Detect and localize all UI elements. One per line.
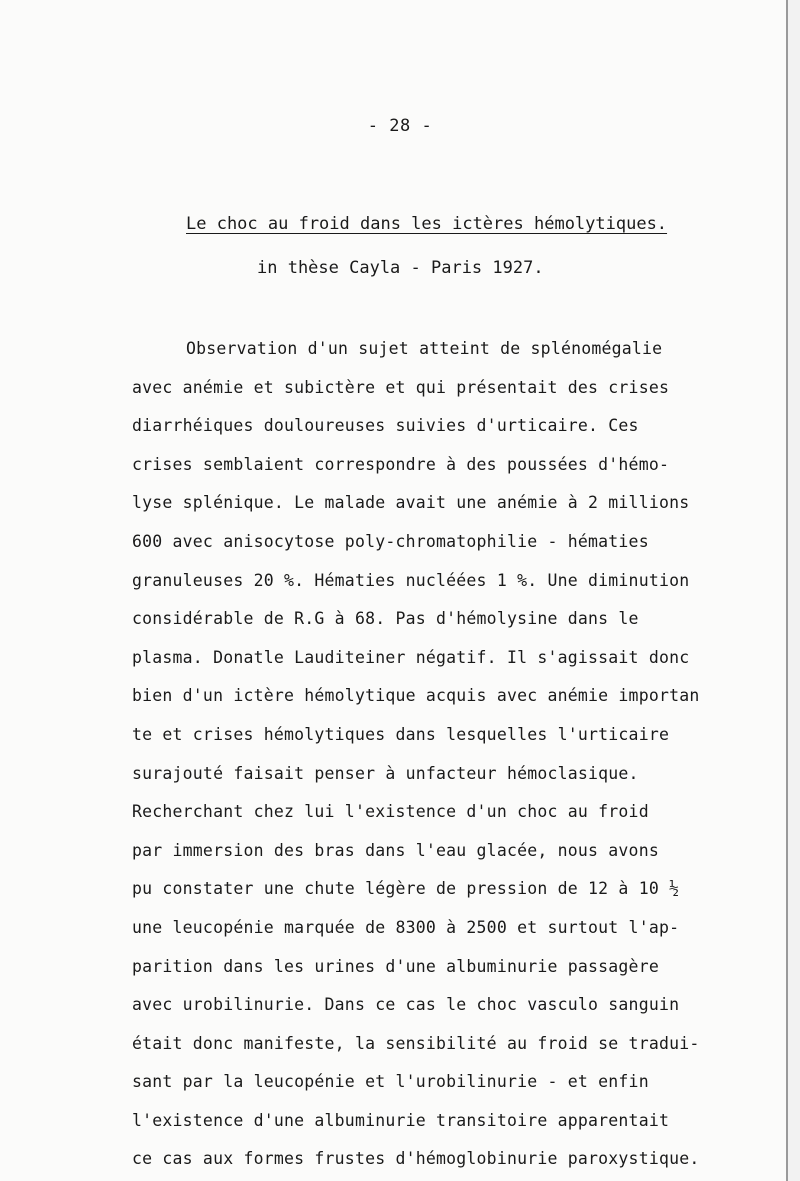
body-line: sant par la leucopénie et l'urobilinurie - et enfin xyxy=(132,1072,649,1092)
page-number: - 28 - xyxy=(367,116,433,136)
body-line: surajouté faisait penser à unfacteur hémoclasique. xyxy=(132,763,639,783)
body-line: granuleuses 20 %. Hématies nucléées 1 %. Une diminution xyxy=(132,570,690,590)
body-line: par immersion des bras dans l'eau glacée, nous avons xyxy=(132,840,659,860)
body-line: ce cas aux formes frustes d'hémoglobinurie paroxystique. xyxy=(132,1149,700,1169)
document-title: Le choc au froid dans les ictères hémolytiques. xyxy=(186,214,668,234)
body-line: était donc manifeste, la sensibilité au froid se tradui- xyxy=(132,1033,700,1053)
body-line: lyse splénique. Le malade avait une anémie à 2 millions xyxy=(132,493,690,513)
body-line: 600 avec anisocytose poly-chromatophilie - hématies xyxy=(132,531,649,551)
body-line: bien d'un ictère hémolytique acquis avec anémie importan xyxy=(132,686,700,706)
body-line: l'existence d'une albuminurie transitoire apparentait xyxy=(132,1110,670,1130)
body-line: avec urobilinurie. Dans ce cas le choc vasculo sanguin xyxy=(132,995,680,1015)
body-line: pu constater une chute légère de pression de 12 à 10 ½ xyxy=(132,879,680,899)
body-line: considérable de R.G à 68. Pas d'hémolysine dans le xyxy=(132,609,639,629)
document-subtitle: in thèse Cayla - Paris 1927. xyxy=(257,258,544,278)
body-line: avec anémie et subictère et qui présentait des crises xyxy=(132,377,670,397)
body-line: parition dans les urines d'une albuminurie passagère xyxy=(132,956,659,976)
body-line: te et crises hémolytiques dans lesquelles l'urticaire xyxy=(132,724,670,744)
body-line: Observation d'un sujet atteint de splénomégalie xyxy=(186,339,663,358)
body-line: crises semblaient correspondre à des poussées d'hémo- xyxy=(132,454,670,474)
body-paragraph xyxy=(132,330,792,1179)
body-line: une leucopénie marquée de 8300 à 2500 et surtout l'ap- xyxy=(132,917,680,937)
body-line: plasma. Donatle Lauditeiner négatif. Il s'agissait donc xyxy=(132,647,690,667)
body-line: diarrhéiques douloureuses suivies d'urticaire. Ces xyxy=(132,416,639,436)
body-line: Recherchant chez lui l'existence d'un choc au froid xyxy=(132,802,649,822)
